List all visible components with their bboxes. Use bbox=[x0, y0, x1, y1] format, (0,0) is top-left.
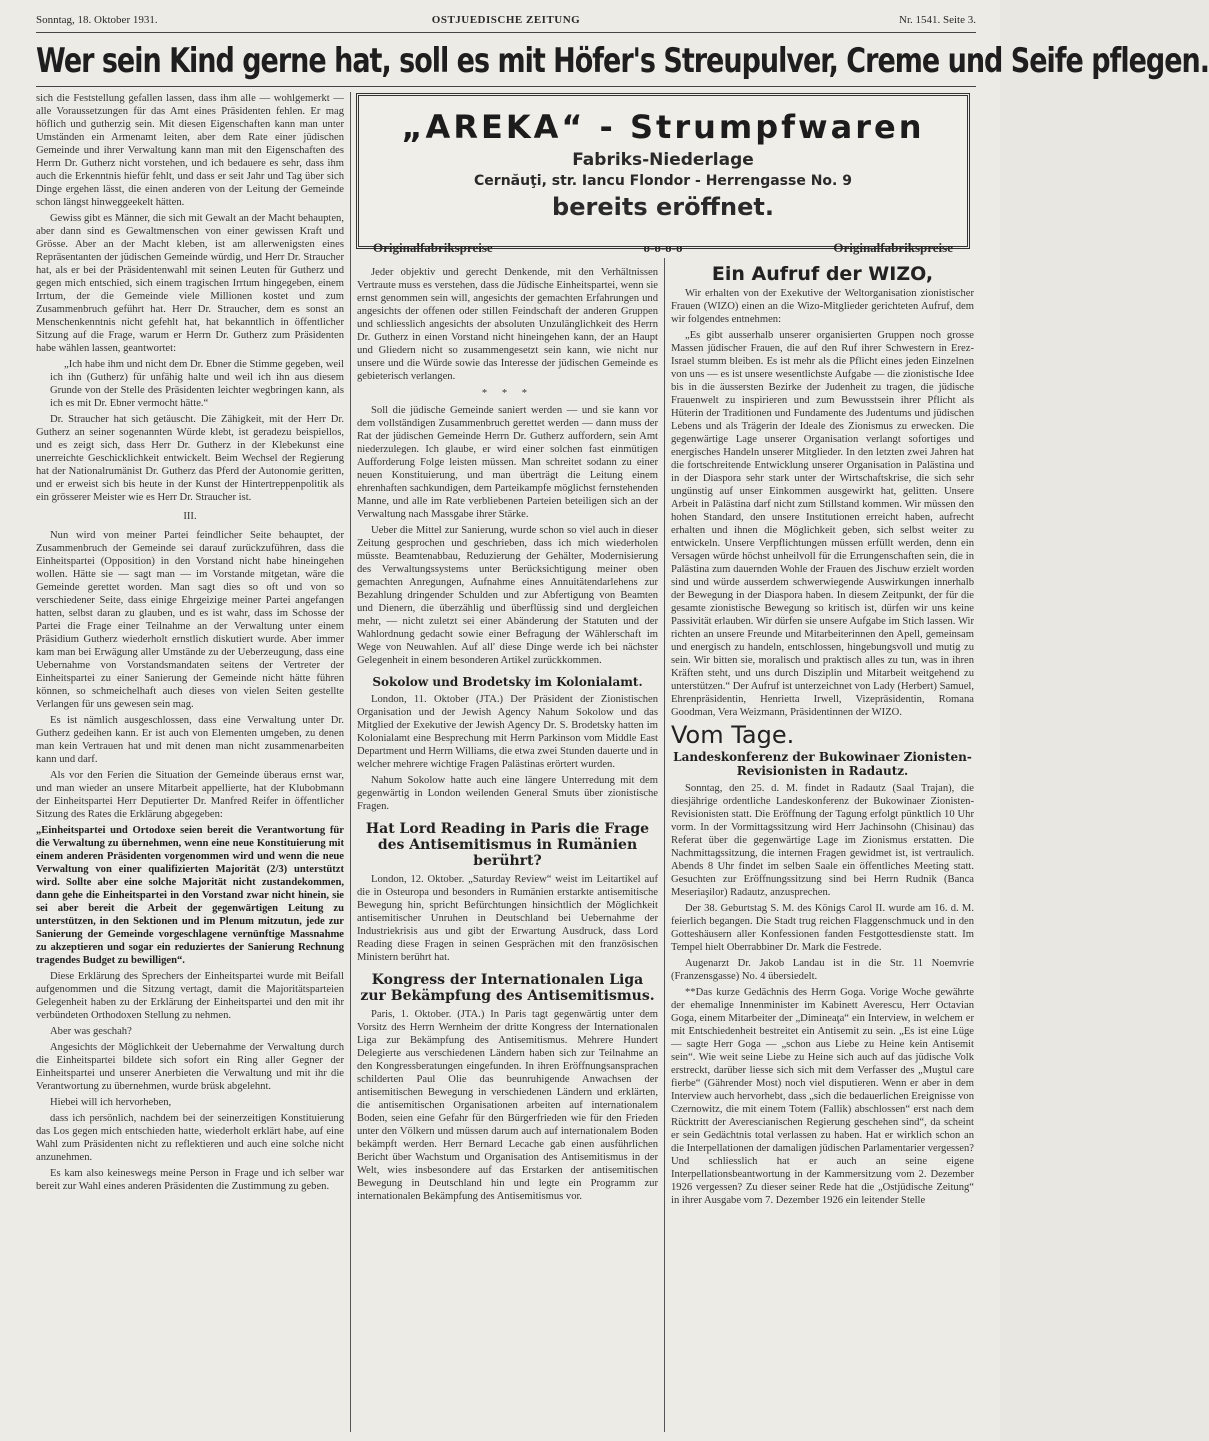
ad-price-right: Originalfabrikspreise bbox=[833, 240, 953, 255]
article-paragraph: Soll die jüdische Gemeinde saniert werden — und sie kann vor dem vollständigen Zusammenbruch gerettet werden — dann muss der Rat der jüdischen Gemeinde Herrn Dr. Gutherz auffordern, sein Amt niederzulegen. Ich glaube, er wird einer solchen fast einmütigen Aufforderung Folge leisten müssen. Man schreitet sodann zu einer neuen Konstituierung, und man überträgt die Leitung einem ehrenhaften sachkundigen, dem Parteikampfe möglichst fernstehenden Manne, und alle im Rate verbliebenen Parteien beteiligen sich an der Verwaltung nach Massgabe ihrer Stärke. bbox=[357, 405, 658, 520]
article-paragraph: Jeder objektiv und gerecht Denkende, mit den Verhältnissen Vertraute muss es verstehen, dass die Jüdische Einheitspartei, wenn sie ernst genommen sein will, angesichts der gemachten Erfahrungen und angesichts der offenen oder stillen Feindschaft der anderen Gruppen und schliesslich angesichts der absoluten Unzulänglichkeit des Herrn Dr. Gutherz in einen Vorstand nicht hineingehen kann, der an Haupt und Gliedern nicht so zusammengesetzt sein kann, wie nicht nur unsere und die Würde sowie das Interesse der jüdischen Gemeinde es gebieterisch verlangen. bbox=[357, 267, 658, 382]
article-paragraph: Diese Erklärung des Sprechers der Einheitspartei wurde mit Beifall aufgenommen und die Sitzung vertagt, damit die Majoritätsparteien Gelegenheit haben zu der Erklärung der Einheitspartei und den mit ihr verbündeten Orthodoxen Stellung zu nehmen. bbox=[36, 971, 344, 1021]
quote-paragraph: „Ich habe ihm und nicht dem Dr. Ebner die Stimme gegeben, weil ich ihn (Gutherz) für unfähig halte und weil ich ihn aus diesem Grunde von der Stelle des Präsidenten leichter wegbringen kann, als ich es mit Dr. Ebner vermocht hätte.“ bbox=[50, 359, 344, 409]
banner-rule bbox=[36, 86, 976, 87]
article-paragraph: Paris, 1. Oktober. (JTA.) In Paris tagt gegenwärtig unter dem Vorsitz des Herrn Wernheim der dritte Kongress der Internationalen Liga zur Bekämpfung des Antisemitismus. Mehrere Hundert Delegierte aus verschiedenen Ländern haben sich zur Teilnahme an den Kongressberatungen eingefunden. In ihren Eröffnungsansprachen schilderten Paul Olie das beunruhigende Anwachsen der antisemitischen Bewegung in verschiedenen Ländern und erklärten, die antisemitischen Organisationen arbeiten auf internationalem Boden, seien eine Gefahr für den Bürgerfrieden wie für den Frieden unter den Völkern und müssen darum auch auf internationalem Boden bekämpft werden. Herr Bernard Lecache gab einen ausführlichen Bericht über Wachstum und Organisation des Antisemitismus in der Welt, wies insbesondere auf das Erstarken der antisemitischen Bewegung in Deutschland hin und legte ein Programm zur internationalen Bekämpfung des Antisemitismus vor. bbox=[357, 1009, 658, 1202]
ad-ornament: o-o-o-o bbox=[643, 240, 683, 255]
section-separator: * * * bbox=[481, 388, 534, 399]
article-paragraph: Es ist nämlich ausgeschlossen, dass eine Verwaltung unter Dr. Gutherz gedeihen kann. Er ist auch von Elementen umgeben, zu denen man kein Vertrauen hat und mit denen man nicht zusammenarbeiten kann und darf. bbox=[36, 715, 344, 765]
column-right bbox=[671, 264, 974, 1432]
ad-title: „AREKA“ - Strumpfwaren bbox=[401, 108, 925, 146]
article-paragraph: sich die Feststellung gefallen lassen, dass ihm alle — wohlgemerkt — alle Voraussetzungen für das Amt eines Präsidenten fehlen. Er mag höflich und gutherzig sein. Mit diesen Eigenschaften kann man unter Umständen ein Armenamt leiten, aber dem Rate einer jüdischen Gemeinde und ihrer Verwaltung kann man mit den Eigenschaften des Herrn Dr. Gutherz nicht vorstehen, und ich bedauere es sehr, dass ihm auch die Erkenntnis hiefür fehlt, und dass er seit Jahr und Tag über sich Dinge ergehen lässt, die einen anderen von der Leitung der Gemeinde schon längst hinweggeekelt hätten. bbox=[36, 93, 344, 208]
headline-sokolow: Sokolow und Brodetsky im Kolonialamt. bbox=[372, 675, 643, 689]
banner-advertisement: Wer sein Kind gerne hat, soll es mit Höfer's Streupulver, Creme und Seife pflegen. bbox=[36, 42, 1209, 81]
article-paragraph: Als vor den Ferien die Situation der Gemeinde überaus ernst war, und man wieder an unsere Mitarbeit appellierte, hat der Klubobmann der Einheitspartei Herr Deputierter Dr. Manfred Reifer in öffentlicher Sitzung des Rates die Erklärung abgegeben: bbox=[36, 770, 344, 820]
article-paragraph: Nahum Sokolow hatte auch eine längere Unterredung mit dem gegenwärtig in London weilenden General Smuts über zionistische Fragen. bbox=[357, 775, 658, 812]
article-paragraph: Augenarzt Dr. Jakob Landau ist in die Str. 11 Noemvrie (Franzensgasse) No. 4 übersiedelt. bbox=[671, 958, 974, 982]
page-header bbox=[36, 14, 976, 30]
article-paragraph: Nun wird von meiner Partei feindlicher Seite behauptet, der Zusammenbruch der Gemeinde sei darauf zurückzuführen, dass die Einheitspartei (Opposition) in den Vorstand nicht habe hineingehen wollen. Hätte sie — sagt man — im Vorstande mitgetan, wäre die Gemeinde gerettet worden. Man sagt dies so oft und von so verschiedener Seite, dass einige Ehrgeizige meiner Partei angefangen hatten, selbst daran zu glauben, und es ist wahr, dass im Schosse der Partei die Frage einer Teilnahme an der Verwaltung unter einem Präsidium Gutherz wiederholt ernstlich diskutiert wurde. Aber immer kam man bei Erwägung aller Umstände zu der Ueberzeugung, dass eine Uebernahme von Vorstandsmandaten seitens der Vertreter der Einheitspartei zu einer Sanierung der Gemeinde nicht hätte führen können, so schmeichelhaft auch dieses von vielen Seiten gestellte Verlangen für uns gewesen sein mag. bbox=[36, 530, 344, 710]
article-paragraph: Hiebei will ich hervorheben, bbox=[50, 1097, 172, 1108]
article-paragraph: Sonntag, den 25. d. M. findet in Radautz (Saal Trajan), die diesjährige ordentliche Landeskonferenz der Bukowinaer Zionisten-Revisionisten statt. Die Eröffnung der Tagung erfolgt pünktlich 10 Uhr vorm. In der Vormittagssitzung wird Herr Jachinsohn (Chisinau) das Referat über die gegenwärtige Lage im Zionismus erstatten. Die Nachmittagssitzung, die internen Fragen gewidmet ist, ist vertraulich. Abends 8 Uhr findet im selben Saale ein öffentliches Meeting statt. Gesuchten zur Eröffnungssitzung sind bei Herrn Rudnik (Banca Meseriaşilor) Radautz, anzusprechen. bbox=[671, 783, 974, 898]
headline-lord-reading: Hat Lord Reading in Paris die Frage des Antisemitismus in Rumänien berührt? bbox=[365, 821, 650, 869]
article-paragraph: Gewiss gibt es Männer, die sich mit Gewalt an der Macht behaupten, aber dann sind es Gewaltmenschen von einer gewissen Kraft und Grösse. Aber an der Macht kleben, ist am allerwenigsten eines Repräsentanten der jüdischen Gemeinde würdig, und Herr Dr. Straucher hat, als er bei der Präsidentenwahl mit seinen Leuten für Gutherz und gegen mich entschied, sich einem tragischen Irrtum hingegeben, einem Irrtum, der die Gemeinde viele Millionen kostet und zum Zusammenbruch geführt hat. Herr Dr. Straucher, dem es sonst an Menschenkenntnis nicht gefehlt hat, hat bekanntlich in öffentlicher Sitzung auf die Frage, warum er Herrn Dr. Gutherz zum Präsidenten habe wählen lassen, geantwortet: bbox=[36, 213, 344, 354]
article-paragraph: Wir erhalten von der Exekutive der Weltorganisation zionistischer Frauen (WIZO) einen an die Wizo-Mitglieder gerichteten Aufruf, dem wir folgendes entnehmen: bbox=[671, 288, 974, 325]
article-paragraph: Ueber die Mittel zur Sanierung, wurde schon so viel auch in dieser Zeitung gesprochen und geschrieben, dass ich mich wiederholen müsste. Beamtenabbau, Reduzierung der Gehälter, Modernisierung des Verwaltungssystems unter Berücksichtigung meiner oben gemachten Anregungen, Aufnahme eines Annuitätendarlehens zur Bezahlung dringender Schulden und zur Abfertigung von Beamten und Dienern, die überzählig und überflüssig sind und dergleichen mehr, — nicht zuletzt sei einer Abänderung der Statuten und der Wahlordnung gedacht sowie einer Befragung der Wählerschaft im Wege von Neuwahlen. Auf all' diese Dinge werde ich bei nächster Gelegenheit in einem besonderen Artikel zurückkommen. bbox=[357, 525, 658, 666]
ad-address: Cernăuţi, str. Iancu Flondor - Herrengasse No. 9 bbox=[474, 173, 852, 189]
column-middle bbox=[357, 266, 658, 1432]
column-left bbox=[36, 92, 344, 1432]
article-paragraph: Angesichts der Möglichkeit der Uebernahme der Verwaltung durch die Einheitspartei bildete sich sofort ein Ring aller Gegner der Einheitspartei und unserer Anerbieten die Verwaltung und mit ihr die Verantwortung zu übernehmen, wurde brüsk abgelehnt. bbox=[36, 1042, 344, 1092]
page-number: Nr. 1541. Seite 3. bbox=[899, 14, 976, 26]
article-paragraph: „Es gibt ausserhalb unserer organisierten Gruppen noch grosse Massen jüdischer Frauen, die auf den Ruf ihrer Schwestern in Erez-Israel stumm bleiben. Es ist mehr als die Pflicht eines jeden Einzelnen von uns — es ist unsere wesentlichste Aufgabe — die zionistische Idee bis in die äussersten Bezirke der Judenheit zu tragen, die jüdische Frauenwelt zu inspirieren und zum Bewusstsein ihrer Pflicht als Hüterin der Traditionen und Fundamente des Judentums und jüdischen Lebens und als Trägerin der Ideale des Zionismus zu erwecken. Die gegenwärtige Lage unserer Organisation verlangt sofortiges und energisches Handeln unserer Mitglieder. In den letzten zwei Jahren hat die fortschreitende Entwicklung unserer Organisation in Palästina und in der Diaspora sehr stark unter der Wirtschaftskrise, die sich sehr ungünstig auf unser Einkommen ausgewirkt hat, gelitten. Unsere Arbeit in Palästina darf nicht zum Stillstand kommen. Wir müssen den hohen Standard, den unsere Institutionen erreicht haben, aufrecht erhalten und ihnen die Möglichkeit geben, sich selbst weiter zu entwickeln. Unsere Verpflichtungen müssen erfüllt werden, denn ein Versagen würde höchst unheilvoll für die Errungenschaften sein, die in Palästina zum dauernden Wohle der Frauen des Jischuw erzielt worden sind und würde ausserdem schwerwiegende Auswirkungen innerhalb der Bewegung in der Diaspora haben. In diesem Zeitpunkt, der für die gesamte zionistische Bewegung so kritisch ist, dürfen wir uns keine Passivität erlauben. Wir dürfen sie unsere Aufgabe im Stich lassen. Wir richten an unsere Freunde und Mitarbeiterinnen den Apell, gemeinsam und energisch zu handeln, entschlossen, hingebungsvoll und mutig zu sein. Wir bitten sie, moralisch und praktisch alles zu tun, was in ihren Kräften steht, und uns durch Disziplin und Mitarbeit weitgehend zu unterstützen.“ Der Aufruf ist unterzeichnet von Lady (Herbert) Samuel, Ehrenpräsidentin, Henrietta Irwell, Vizepräsidentin, Romana Goodman, Vera Weizmann, Präsidentinnen der WIZO. bbox=[671, 330, 974, 718]
masthead: OSTJUEDISCHE ZEITUNG bbox=[431, 14, 581, 26]
article-paragraph: dass ich persönlich, nachdem bei der seinerzeitigen Konstituierung das Los gegen mich entschieden hatte, wiederholt erklärt habe, auf eine Wahl zum Präsidenten nicht zu reflektieren und auch eine solche nicht anzunehmen. bbox=[36, 1113, 344, 1163]
article-paragraph: Es kam also keineswegs meine Person in Frage und ich selber war bereit zur Wahl eines anderen Präsidenten die Zustimmung zu geben. bbox=[36, 1168, 344, 1192]
article-paragraph: **Das kurze Gedächnis des Herrn Goga. Vorige Woche gewährte der ehemalige Innenminister im Kabinett Averescu, Herr Octavian Goga, einem Mitarbeiter der „Dimineaţa“ ein Interview, in welchem er mit Entschiedenheit bestreitet ein Antisemit zu sein. „Es ist eine Lüge — sagte Herr Goga — „schon aus Liebe zu Heine kein Antisemit sein“. Wie weit seine Liebe zu Heine sich auch auf das jüdische Volk erstreckt, darüber liesse sich sich mit dem Verfasser des „Muştul care fierbe“ (Gährender Most) noch viel disputieren. Wenn er aber in dem Interview auch hervorhebt, dass „sich die bedauerlichen Ereignisse von Czernowitz, die mit einem Totem (Fallik) abschlossen“ erst nach dem Rücktritt der Averescianischen Regierung geschehen sind“, da scheint er sein Gedächtnis total verlassen zu haben. Hat er wirklich schon an die Interpellationen der damaligen jüdischen Parlamentarier vergessen? Und schliesslich hat er auch an seine eigene Interpellationsbeantwortung in der Kammersitzung vom 2. Dezember 1926 vergessen? Zu dieser seiner Rede hat die „Ostjüdische Zeitung“ in ihrer Ausgabe vom 7. Dezember 1926 ein leitender Stelle bbox=[671, 987, 974, 1206]
ad-price-left: Originalfabrikspreise bbox=[373, 240, 493, 255]
article-paragraph: Dr. Straucher hat sich getäuscht. Die Zähigkeit, mit der Herr Dr. Gutherz an seiner sogenannten Würde klebt, ist geradezu beispiellos, und es zeigt sich, dass Herr Dr. Gutherz in der Klebekunst eine unerreichte Geschicklichkeit entwickelt. Beim Wechsel der Regierung hat der Nationalrumänist Dr. Gutherz das Pferd der Autonomie geritten, und er erweist sich bis heute in der Kunst der Hintertreppenpolitik als ein grösserer Meister wie es Herr Dr. Straucher ist. bbox=[36, 414, 344, 503]
headline-landeskonferenz: Landeskonferenz der Bukowinaer Zionisten-Revisionisten in Radautz. bbox=[673, 750, 972, 778]
areka-advertisement bbox=[356, 93, 970, 255]
column-divider bbox=[664, 258, 665, 1432]
article-paragraph: Aber was geschah? bbox=[50, 1026, 132, 1037]
headline-wizo: Ein Aufruf der WIZO, bbox=[711, 263, 934, 285]
headline-kongress: Kongress der Internationalen Liga zur Bekämpfung des Antisemitismus. bbox=[360, 972, 655, 1004]
article-paragraph: Der 38. Geburtstag S. M. des Königs Carol II. wurde am 16. d. M. feierlich begangen. Die Stadt trug reichen Flaggenschmuck und in den Gotteshäusern aller Konfessionen fanden Festgottesdienste statt. Im Tempel hielt Oberrabbiner Dr. Mark die Festrede. bbox=[671, 903, 974, 953]
ad-subtitle: Fabriks-Niederlage bbox=[572, 150, 754, 170]
article-paragraph: London, 12. Oktober. „Saturday Review“ weist im Leitartikel auf die in Osteuropa und besonders in Rumänien erstarkte antisemitische Bewegung hin, spricht Befürchtungen hinsichtlich der Möglichkeit antisemitischer Unruhen in Deutschland bei Uebernahme der Industriekrisis aus und gibt der Erwartung Ausdruck, dass Lord Reading diese Fragen in seinen Gesprächen mit den französischen Ministern berührt hat. bbox=[357, 874, 658, 963]
section-number: III. bbox=[183, 511, 197, 522]
declaration-paragraph: „Einheitspartei und Ortodoxe seien bereit die Verantwortung für die Verwaltung zu übernehmen, wenn eine neue Konstituierung mit einem anderen Präsidenten vorgenommen wird und wenn die neue Verwaltung von einer qualifizierten Majorität (2/3) unterstützt wird. Sollte aber eine solche Majorität nicht zustandekommen, dann gehe die Einheitspartei in den Vorstand zwar nicht hinein, sie sei aber bereit die Arbeit der gegenwärtigen Leitung zu unterstützen, in den Sektionen und im Plenum mitzutun, jede zur Sanierung der Gemeinde vorgeschlagene vernünftige Massnahme zu akzeptieren und sogar ein reduziertes der Sanierung Rechnung tragendes Budget zu bewilligen“. bbox=[36, 825, 344, 966]
header-rule bbox=[36, 32, 976, 33]
article-paragraph: London, 11. Oktober (JTA.) Der Präsident der Zionistischen Organisation und der Jewish Agency Nahum Sokolow und das Mitglied der Exekutive der Jewish Agency Dr. S. Brodetsky hatten im Kolonialamt eine Besprechung mit Herrn Parkinson vom Middle East Department und Herrn Williams, die etwa zwei Stunden dauerte und in welcher mehrere wichtige Fragen Palästinas erörtert wurden. bbox=[357, 694, 658, 770]
column-divider bbox=[350, 92, 351, 1432]
ad-opened: bereits eröffnet. bbox=[552, 193, 774, 221]
issue-date: Sonntag, 18. Oktober 1931. bbox=[36, 14, 158, 26]
section-title-vom-tage: Vom Tage. bbox=[671, 721, 795, 749]
